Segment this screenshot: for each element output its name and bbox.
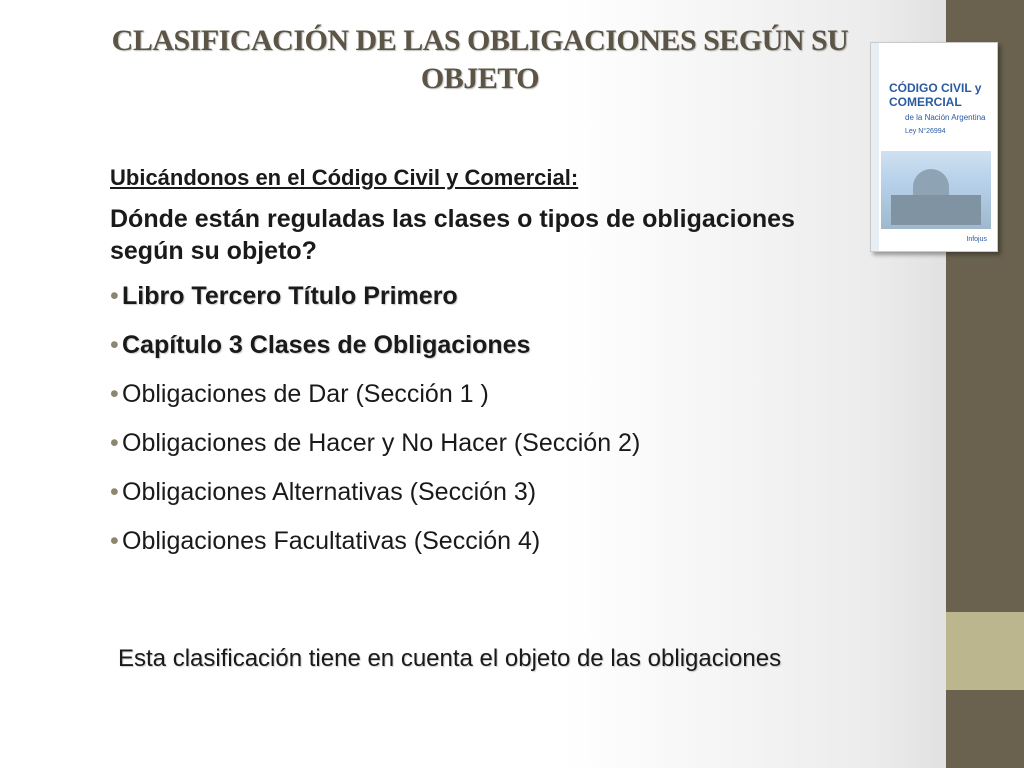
closing-note: Esta clasificación tiene en cuenta el objeto de las obligaciones [118, 645, 782, 672]
book-spine [871, 43, 879, 251]
book-law-number: Ley N°26994 [905, 128, 946, 135]
bullet-list [110, 281, 870, 556]
bullet-dot-icon: • [110, 527, 119, 555]
bullet-item [110, 428, 870, 458]
bullet-text: Libro Tercero Título Primero [122, 282, 458, 310]
slide-title: CLASIFICACIÓN DE LAS OBLIGACIONES SEGÚN SU OBJETO [111, 24, 849, 95]
book-subtitle: de la Nación Argentina [905, 113, 986, 122]
bullet-item [110, 477, 870, 507]
bullet-item [110, 281, 870, 311]
slide-content [110, 165, 870, 575]
bullet-dot-icon: • [110, 380, 119, 408]
bullet-text: Obligaciones de Dar (Sección 1 ) [122, 380, 489, 408]
bullet-dot-icon: • [110, 478, 119, 506]
building-base [891, 195, 981, 225]
bullet-text: Capítulo 3 Clases de Obligaciones [122, 331, 531, 359]
bullet-text: Obligaciones Facultativas (Sección 4) [122, 527, 541, 555]
book-title: CÓDIGO CIVIL y COMERCIAL [889, 81, 982, 109]
bullet-text: Obligaciones de Hacer y No Hacer (Sección 2) [122, 429, 641, 457]
bullet-text: Obligaciones Alternativas (Sección 3) [122, 478, 537, 506]
bullet-dot-icon: • [110, 282, 119, 310]
book-cover-image [870, 42, 998, 252]
book-publisher: Infojus [966, 236, 987, 243]
bullet-dot-icon: • [110, 429, 119, 457]
sidebar-band-bottom [946, 690, 1024, 768]
book-building-illustration [881, 151, 991, 229]
question-text: Dónde están reguladas las clases o tipos de obligaciones según su objeto? [110, 205, 795, 265]
bullet-item [110, 330, 870, 360]
bullet-item [110, 526, 870, 556]
section-subtitle: Ubicándonos en el Código Civil y Comercial: [110, 165, 579, 190]
bullet-item [110, 379, 870, 409]
bullet-dot-icon: • [110, 331, 119, 359]
sidebar-band-light [946, 612, 1024, 690]
